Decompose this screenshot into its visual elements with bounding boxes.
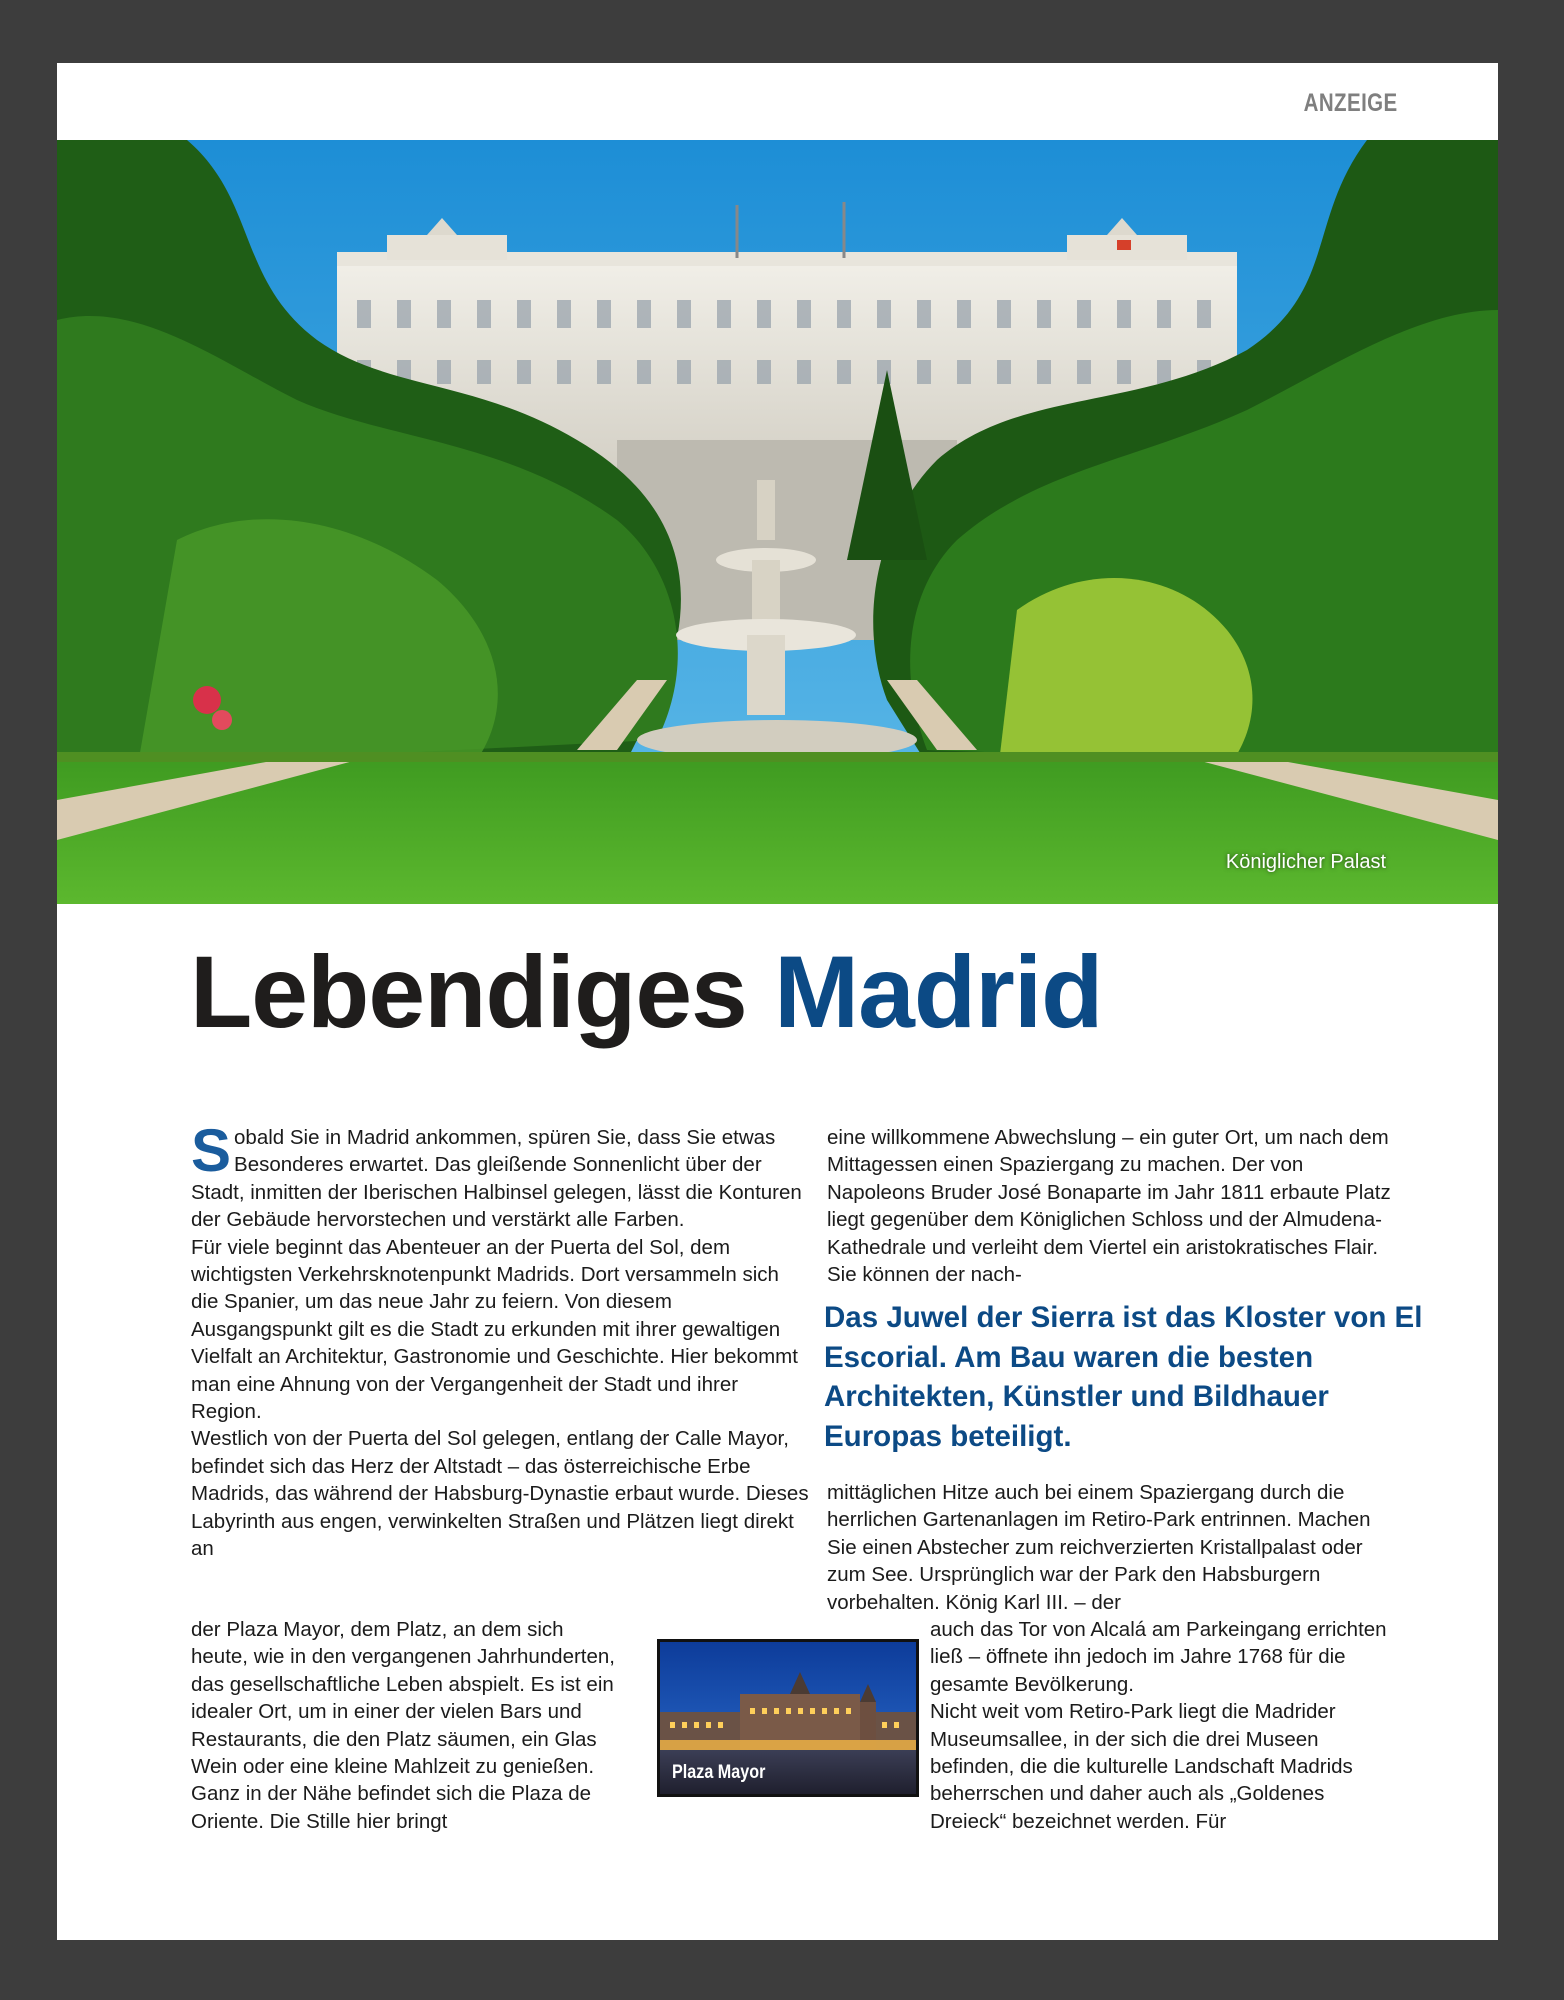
- paragraph: Westlich von der Puerta del Sol gelegen, entlang der Calle Mayor, befindet sich das Herz der Altstadt – das österreichische Erbe Madrids, das während der Habsburg-Dynastie erbaut wurde. Dieses Labyrinth aus engen, verwinkelten Straßen und Plätzen liegt direkt an: [191, 1427, 809, 1561]
- article-column-1-top: [191, 1117, 811, 1563]
- paragraph-text: obald Sie in Madrid ankommen, spüren Sie, dass Sie etwas Besonderes erwartet. Das gleißende Sonnenlicht über der Stadt, inmitten der Iberischen Halbinsel gelegen, lässt die Konturen der Gebäude hervorstechen und verstärkt alle Farben.: [191, 1126, 802, 1232]
- article-column-2-top: [827, 1124, 1407, 1288]
- plaza-mayor-photo: [657, 1639, 919, 1797]
- title-part-2: Madrid: [774, 935, 1103, 1049]
- hero-caption: Königlicher Palast: [1225, 851, 1386, 873]
- paragraph: mittäglichen Hitze auch bei einem Spaziergang durch die herrlichen Gartenanlagen im Retiro-Park entrinnen. Machen Sie einen Abstecher zum reichverzierten Kristallpalast oder zum See. Ursprünglich war der Park den Habsburgern vorbehalten. König Karl III. – der: [827, 1481, 1371, 1614]
- article-page: [57, 63, 1498, 1940]
- paragraph: Nicht weit vom Retiro-Park liegt die Madrider Museumsallee, in der sich die drei Museen befinden, die die kulturelle Landschaft Madrids beherrschen und daher auch als „Goldenes Dreieck“ bezeichnet werden. Für: [930, 1700, 1353, 1833]
- page-title: [190, 935, 1103, 1049]
- paragraph: eine willkommene Abwechslung – ein guter Ort, um nach dem Mittagessen einen Spaziergang zu machen. Der von Napoleons Bruder José Bonaparte im Jahr 1811 erbaute Platz liegt gegenüber dem Königlichen Schloss und der Almudena-Kathedrale und verleiht dem Viertel ein aristokratisches Flair. Sie können der nach-: [827, 1126, 1391, 1287]
- article-column-2-bottom: [930, 1616, 1400, 1835]
- ad-label: ANZEIGE: [1304, 89, 1398, 117]
- title-part-1: Lebendiges: [190, 935, 747, 1049]
- hero-photo: [57, 140, 1498, 904]
- article-column-2-middle: [827, 1479, 1397, 1616]
- article-column-1-bottom: [191, 1616, 621, 1835]
- paragraph: auch das Tor von Alcalá am Parkeingang errichten ließ – öffnete ihn jedoch im Jahre 1768 für die gesamte Bevölkerung.: [930, 1618, 1387, 1696]
- drop-cap: S: [191, 1117, 232, 1184]
- pull-quote: Das Juwel der Sierra ist das Kloster von El Escorial. Am Bau waren die besten Architekten, Künstler und Bildhauer Europas beteiligt.: [824, 1301, 1423, 1453]
- paragraph: der Plaza Mayor, dem Platz, an dem sich heute, wie in den vergangenen Jahrhunderten, das gesellschaftliche Leben abspielt. Es ist ein idealer Ort, um in einer der vielen Bars und Restaurants, die den Platz säumen, ein Glas Wein oder eine kleine Mahlzeit zu genießen. Ganz in der Nähe befindet sich die Plaza de Oriente. Die Stille hier bringt: [191, 1618, 615, 1833]
- plaza-mayor-caption: Plaza Mayor: [672, 1762, 766, 1783]
- paragraph: Für viele beginnt das Abenteuer an der Puerta del Sol, dem wichtigsten Verkehrsknotenpunkt Madrids. Dort versammeln sich die Spanier, um das neue Jahr zu feiern. Von diesem Ausgangspunkt gilt es die Stadt zu erkunden mit ihrer gewaltigen Vielfalt an Architektur, Gastronomie und Geschichte. Hier bekommt man eine Ahnung von der Vergangenheit der Stadt und ihrer Region.: [191, 1235, 798, 1424]
- paragraph: [191, 1117, 811, 1234]
- palace-garden-photo-icon: [57, 140, 1498, 904]
